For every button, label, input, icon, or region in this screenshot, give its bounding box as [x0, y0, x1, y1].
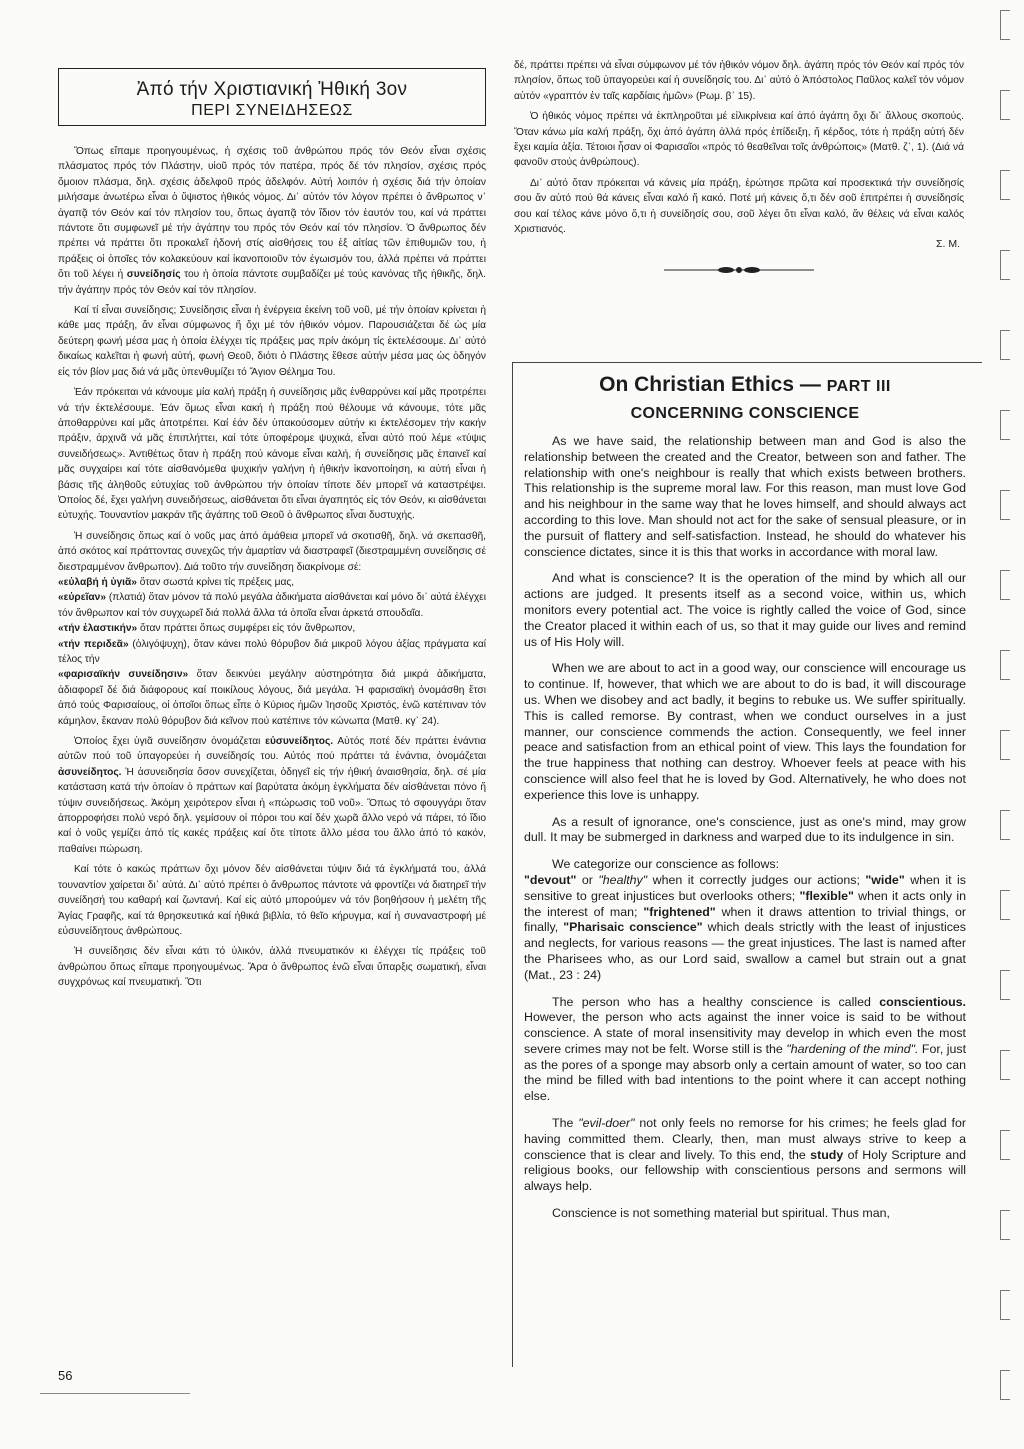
greek-paragraph: Ἐάν πρόκειται νά κάνουμε μία καλή πράξη ἡ συνείδησις μᾶς ἐνθαρρύνει καί μᾶς προτρέπει νά τήν ἐκτελέσουμε. Ἐάν ὅμως εἶναι κακή ἡ πράξη πού θέλουμε νά κάνουμε, τότε μᾶς ἀποθαρρύνει καί μᾶς ἀποτρέπει. Καί ἐάν δέν ὑπακούσομεν αὐτήν κι ἐκτελέσομεν τήν κακήν πράξιν, ἀρχινᾶ νά μᾶς ἐπιπλήττει, καί τότε ὑποφέρομε ψυχικά, εἶναι αὐτό πού λέμε «τύψις συνειδήσεως». Ἀντιθέτως ὅταν ἡ πράξη πού κάνομε εἶναι καλή, ἡ συνείδησις μᾶς ἐπαινεῖ καί μᾶς συγχαίρει καί τότε αἰσθανόμεθα ψυχικήν γαλήνη ἡ ἠθικήν ἱκανοποίηση, κι αὐτή εἶναι ἡ βάσις τῆς ἀληθοῦς εὐτυχίας τοῦ ἀνθρώπου τήν ὁποίαν τίποτε δέν μπορεῖ νά καταστρέψει. Ὁποίος δέ, ἔχει γαλήνη συνειδήσεως, αἰσθάνεται ὅτι εἶναι ἀγαπητός εἰς τόν Θεόν, κι αἰσθάνεται εὐτυχής. Τουναντίον μακράν τῆς ἀγάπης τοῦ Θεοῦ ὁ ἄνθρωπος εἶναι δυστυχής.	[58, 387, 486, 522]
ornament-divider-icon	[664, 264, 814, 276]
english-paragraph: Conscience is not something material but spiritual. Thus man,	[552, 1206, 890, 1221]
english-paragraph: When we are about to act in a good way, our conscience will encourage us to continue. If, however, that which we are about to do is bad, it will discourage us. When we disobey and act badly, it begins to rebuke us. We suffer spiritually. This is called remorse. By contrast, when we conduct ourselves in a just manner, our conscience commends the action. Consequently, we feel inner peace and satisfaction from an ethical point of view. This lays the foundation for the true happiness that nothing can destroy. Whoever feels at peace with his conscience will also feel that he is loved by God. Alternatively, he who does not experience this love is unhappy.	[524, 661, 966, 802]
binding-mark	[1000, 1210, 1010, 1240]
english-paragraph: As we have said, the relationship between man and God is also the relationship between the created and the Creator, between son and father. The relationship with one's neighbour is really that which exists between brothers. This relationship is the supreme moral law. For this reason, man must love God and his neighbour in the same way that he loves himself, and should always act according to this love. Man should not act for the sake of sensual pleasure, or in the pursuit of flattery and self-satisfaction. Instead, he should do whatever his conscience dictates, since it is this that works in accordance with moral law.	[524, 434, 966, 559]
binding-mark	[1000, 330, 1010, 360]
greek-paragraph: Ὅπως εἴπαμε προηγουμένως, ἡ σχέσις τοῦ ἀνθρώπου πρός τόν Θεόν εἶναι σχέσις πλάσματος πρός τόν Πλάστην, υἱοῦ πρός τόν πατέρα, πρός δέ τόν πλησίον, σχέσις πρός ὅμοιον πλάσμα, δηλ. σχέσις ἀδελφοῦ πρός ἀδελφόν. Αὐτή λοιπόν ἡ σχέσις διά τήν ὁποίαν μιλήσαμε ἀνωτέρω εἶναι ὁ ὕψιστος ἠθικός νόμος. Δι᾿ αὐτόν τόν λόγον πρέπει ὁ ἄνθρωπος ν᾿ ἀγαπᾷ τόν Θεόν καί τόν πλησίον του, ὅπως ἀγαπᾷ τόν ἴδιον τόν ἑαυτόν του, καί νά πράττει πάντοτε ὅτι συμφωνεῖ μέ τήν ἀγάπην του πρός τόν Θεόν καί τόν πλησίον. Ὁ ἄνθρωπος δέν πρέπει νά πράττει ὅτι προκαλεῖ ἡδονή στίς αἰσθήσεις του ἐξ αἰτίας τῶν ἐπιθυμιῶν του, ἡ πράξεις οἱ ὁποῖες τόν κολακεύουν καί ἱκανοποιοῦν τόν ἐγωισμόν του, ἀλλά πρέπει νά πράττει ὅτι τοῦ λέγει ἡ συνείδησίς του ἡ ὁποία πάντοτε συμβαδίζει μέ τούς κανόνας τῆς ἠθικῆς, δηλ. τήν ἀγάπην πρός τόν Θεόν καί τόν πλησίον.	[58, 146, 486, 296]
binding-mark	[1000, 650, 1010, 680]
binding-mark	[1000, 490, 1010, 520]
page-bottom-rule	[40, 1393, 190, 1394]
binding-mark	[1000, 890, 1010, 920]
page-number: 56	[58, 1368, 73, 1383]
greek-paragraph: Δι᾿ αὐτό ὅταν πρόκειται νά κάνεις μία πράξη, ἐρώτησε πρῶτα καί προσεκτικά τήν συνείδησίς σου ἄν αὐτό πού θά κάνεις εἶναι καλό ἤ κακό. Ποτέ μή κάνεις ὅ,τι δέν σοῦ ἐπιτρέπει ἡ συνείδησίς σου καί τέλος κάνε μόνο ὅ,τι ἡ συνείδησίς σου, σοῦ λέγει ὅτι εἶναι καλό, ἄν θέλεις νά εἶναι καλός Χριστιανός.	[514, 177, 964, 236]
english-title: On Christian Ethics — PART III	[599, 373, 891, 396]
binding-mark	[1000, 410, 1010, 440]
binding-mark	[1000, 1370, 1010, 1400]
binding-mark	[1000, 970, 1010, 1000]
greek-list-item: «τήν ἐλαστικήν» ὅταν πράττει ὅπως συμφέρει εἰς τόν ἄνθρωπον,	[58, 623, 356, 635]
binding-mark	[1000, 90, 1010, 120]
english-category-list: We categorize our conscience as follows: "devout" or "healthy" when it correctly judges our actions; "wide" when it is sensitive to great injustices but overlooks others; "flexible" when it acts only in the interest of man; "frightened" when it draws attention to trivial things, or finally, "Pharisaic conscience" which deals strictly with the least of injustices and neglects, for various reasons — the great injustices. The last is named after the Pharisees who, as our Lord said, swallow a camel but strain out a gnat (Mat., 23 : 24)	[524, 857, 966, 982]
greek-list-item: «εὐλαβή ἡ ὑγιᾶ» ὅταν σωστά κρίνει τίς πρέξεις μας,	[58, 576, 295, 588]
greek-subtitle: ΠΕΡΙ ΣΥΝΕΙΔΗΣΕΩΣ	[191, 102, 353, 119]
english-paragraph: And what is conscience? It is the operation of the mind by which all our actions are judged. It presents itself as a second voice, within us, which monitors every potential act. The voice is rightly called the voice of God, since the Creator placed it within each of us, so that it may guide our lives and remind us of His Holy will.	[524, 571, 966, 649]
english-subtitle: CONCERNING CONSCIENCE	[630, 405, 860, 422]
greek-list-item: «εὐρεῖαν» (πλατιά) ὅταν μόνον τά πολύ μεγάλα ἀδικήματα αἰσθάνεται καί μόνο δι᾿ αὐτά ἐλέγχει τόν ἄνθρωπον καί τόν συγχωρεῖ διά πολλά ἄλλα τά ὁποῖα εἶναι ἀρκετά σπουδαῖα.	[58, 592, 486, 619]
greek-list-item: «τήν περιδεᾶ» (ὀλιγόψυχη), ὅταν κάνει πολύ θόρυβον διά μικροῦ λόγου ἀξίας πράγματα καί τέλος τήν	[58, 638, 486, 665]
binding-mark	[1000, 730, 1010, 760]
author-signature: Σ. Μ.	[936, 238, 960, 251]
greek-paragraph: Ἡ συνείδησις ὅπως καί ὁ νοῦς μας ἀπό ἀμάθεια μπορεῖ νά σκοτισθῆ, δηλ. νά σκεπασθῆ, ἀπό σκότος καί πράττοντας συνεχῶς τήν ἁμαρτίαν νά διαστραφεῖ (διεστραμμένη συνείδησις σέ διεστραμμένον ἄνθρωπον). Διά τοῦτο τήν συνείδηση διακρίνομε σέ:	[58, 530, 486, 573]
greek-title: Ἀπό τήν Χριστιανική Ἠθική 3ον	[136, 79, 408, 100]
binding-mark	[1000, 570, 1010, 600]
greek-article	[58, 68, 486, 996]
greek-continuation	[514, 58, 964, 292]
greek-paragraph: Καί τότε ὁ κακώς πράττων ὄχι μόνον δέν αἰσθάνεται τύψιν διά τά ἐγκλήματά του, ἀλλά τουναντίον χαίρεται δι᾿ αὐτά. Δι᾿ αὐτό πρέπει ὁ ἄνθρωπος πάντοτε νά φροντίζει νά διατηρεῖ τήν συνείδησή του καθαρή καί ζωντανή. Καί εἰς αὐτό μπορούμεν νά τόν βοηθήσουν ἡ μελέτη τῆς Ἁγίας Γραφῆς, καί τά θρησκευτικά καί ἠθικά βιβλία, τό θεῖο κήρυγμα, καί ἡ συναναστροφή μέ εὐσυνείδητους ἀνθρώπους.	[58, 864, 486, 937]
greek-paragraph: Καί τί εἶναι συνείδησις; Συνείδησις εἶναι ἡ ἐνέργεια ἐκείνη τοῦ νοῦ, μέ τήν ὁποίαν κρίνεται ἡ κάθε μας πράξη, ἄν εἶναι σύμφωνος ἤ ὄχι μέ τόν ἠθικόν νόμον. Παρουσιάζεται δέ ὡς μία δεύτερη φωνή μέσα μας ἡ ὁποία ἐλέγχει τίς πράξεις μας πρίν ἀκόμη τίς ἐκτελέσουμε. Δι᾿ αὐτό δικαίως καλεῖται ἡ φωνή αὐτή, φωνή Θεοῦ, διότι ὁ Πλάστης ἔθεσε αὐτήν μέσα μας ὡς ὁδηγόν εἰς τόν βίον μας διά νά μᾶς ὑπενθυμίζει τό Ἅγιον Θέλημα Του.	[58, 305, 486, 378]
greek-paragraph: Ὁποίος ἔχει ὑγιᾶ συνείδησιν ὀνομάζεται εὐσυνείδητος. Αὐτός ποτέ δέν πράττει ἐνάντια αὐτῶν πού τοῦ ὑπαγορεύει ἡ συνείδησίς του. Αὐτός πού πράττει τά ἐνάντια, ὀνομάζεται ἀσυνείδητος. Ἡ ἀσυνειδησία ὅσον συνεχίζεται, ὁδηγεῖ εἰς τήν ἠθική ἀναισθησία, δηλ. σέ μία κατάσταση κατά τήν ὁποίαν ὁ πράττων καί βαρύτατα ἀκόμη ἐγκλήματα δέν αἰσθάνεται πόνο ἤ τύψιν συνειδήσεως. Ἀκόμη χειρότερον εἶναι ἡ «πώρωσις τοῦ νοῦ». Ὅπως τό σφουγγάρι ὅταν ἀπορροφήσει πολύ νερό δηλ. γεμίσουν οἱ πόροι του καί δέν χωρᾶ ἄλλο νερό νά πάρει, τό ἴδιο καί ὁ νοῦς γεμίζει ἀπό τίς κακές πράξεις καί ὅτε τίποτε ἄλλο μέσα του ἄλλο ἀπό τό κακόν, παθαίνει πώρωση.	[58, 736, 486, 855]
binding-mark	[1000, 1290, 1010, 1320]
greek-paragraph: Ἡ συνείδησις δέν εἶναι κάτι τό ὑλικόν, ἀλλά πνευματικόν κι ἐλέγχει τίς πράξεις τοῦ ἀνθρώπου ὅπως εἴπαμε προηγουμένως. Ἄρα ὁ ἄνθρωπος ἐνῶ εἶναι ὕπαρξις σωματική, εἶναι συγχρόνως καί πνευματική. Ὅτι	[58, 946, 486, 989]
binding-mark	[1000, 810, 1010, 840]
binding-mark	[1000, 1130, 1010, 1160]
binding-mark	[1000, 1050, 1010, 1080]
binding-mark	[1000, 250, 1010, 280]
greek-list-item: «φαρισαϊκήν συνείδησιν» ὅταν δεικνύει μεγάλην αὐστηρότητα διά μικρά ἀδικήματα, ἀδιαφορεῖ δέ διά διάφορους καί ποικίλους λόγους, διά μεγάλα. Ἡ φαρισαϊκή ὀνομάσθη ἔτσι ἀπό τούς Φαρισαίους, οἱ ὁποῖοι ὅπως εἶπε ὁ Κύριος ἡμῶν Ἰησοῦς Χριστός, ἐνῶ κατέπιναν τόν κάμηλον, ἔκαναν πολύ θόρυβον διά κεῖνον πού κατέπινε τόν κώνωπα (Ματθ. κγ᾿ 24).	[58, 669, 486, 727]
english-paragraph: As a result of ignorance, one's conscience, just as one's mind, may grow dull. It may be submerged in darkness and warped due to its indulgence in sin.	[524, 814, 966, 845]
english-article	[524, 372, 966, 1233]
greek-title-box	[58, 68, 486, 126]
greek-paragraph: Ὁ ἠθικός νόμος πρέπει νά ἐκπληροῦται μέ εἰλικρίνεια καί ἀπό ἀγάπη ὄχι δι᾿ ἄλλους σκοπούς. Ὅταν κάνω μία καλή πράξη, ὄχι ἀπό ἀγάπη ἀλλά πρός ἐπίδειξη, ἤ κέρδος, τότε ἡ πράξη αὐτή δέν ἔχει καμία ἀξία. Τέτοιοι ἦσαν οἱ Φαρισαῖοι «πρός τό θεαθεῖναι τοῖς ἀνθρώποις» (Ματθ. ζ᾿, 1). (Διά νά φανοῦν στούς ἀνθρώπους).	[514, 111, 964, 169]
binding-mark	[1000, 170, 1010, 200]
english-paragraph: The person who has a healthy conscience is called conscientious. However, the person who acts against the inner voice is said to be without conscience. A state of moral insensitivity may develop in which even the most severe crimes may not be felt. Worse still is the "hardening of the mind". For, just as the pores of a sponge may absorb only a certain amount of water, so too can the mind be filled with bad intentions to the point where it can accept nothing else.	[524, 994, 967, 1104]
greek-paragraph: δέ, πράττει πρέπει νά εἶναι σύμφωνον μέ τόν ἠθικόν νόμον δηλ. ἀγάπη πρός τόν Θεόν καί πρός τόν πλησίον, ὅπως τοῦ ὑπαγορεύει καί ἡ συνείδησίς του. Δι᾿ αὐτό ὁ Ἀπόστολος Παῦλος καλεῖ τόν νόμον αὐτόν «γραπτόν ἐν ταῖς καρδίαις ἡμῶν» (Ρωμ. β᾿ 15).	[514, 60, 964, 102]
binding-mark	[1000, 10, 1010, 40]
english-paragraph: The "evil-doer" not only feels no remorse for his crimes; he feels glad for having committed them. Clearly, then, man must always strive to keep a conscience that is clear and lively. To this end, the study of Holy Scripture and religious books, our fellowship with conscientious persons and sermons will always help.	[524, 1116, 966, 1194]
